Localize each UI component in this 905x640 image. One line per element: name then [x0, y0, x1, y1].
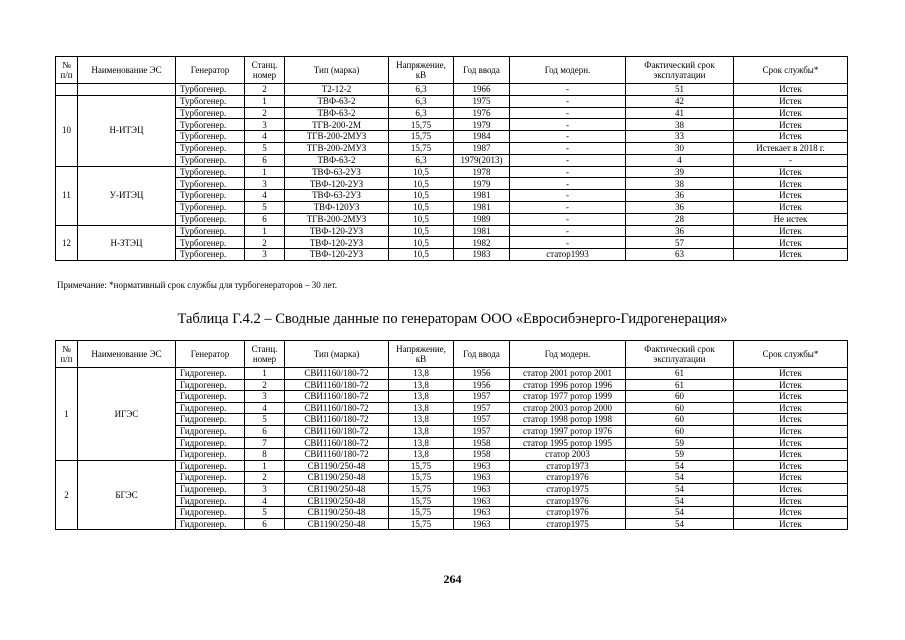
service-cell: Истек	[734, 84, 848, 96]
station-no-cell: 7	[245, 437, 285, 449]
station-no-cell: 5	[245, 142, 285, 154]
type-cell: СВ1190/250-48	[285, 460, 389, 472]
modern-cell: -	[510, 213, 626, 225]
year-cell: 1957	[454, 391, 510, 403]
modern-cell: -	[510, 201, 626, 213]
generator-cell: Турбогенер.	[176, 166, 245, 178]
header-modern: Год модерн.	[510, 341, 626, 368]
modern-cell: статор 1977 ротор 1999	[510, 391, 626, 403]
station-no-cell: 6	[245, 425, 285, 437]
service-cell: Истек	[734, 237, 848, 249]
station-no-cell: 5	[245, 507, 285, 519]
actual-cell: 54	[626, 495, 734, 507]
actual-cell: 41	[626, 107, 734, 119]
modern-cell: статор 1996 ротор 1996	[510, 379, 626, 391]
actual-cell: 54	[626, 507, 734, 519]
actual-cell: 54	[626, 472, 734, 484]
actual-cell: 57	[626, 237, 734, 249]
year-cell: 1963	[454, 518, 510, 530]
station-no-cell: 4	[245, 131, 285, 143]
group-num-cell	[56, 84, 78, 96]
actual-cell: 61	[626, 368, 734, 380]
generator-cell: Турбогенер.	[176, 95, 245, 107]
year-cell: 1978	[454, 166, 510, 178]
modern-cell: статор 2003 ротор 2000	[510, 402, 626, 414]
voltage-cell: 13,8	[389, 414, 454, 426]
type-cell: ТВФ-120-2УЗ	[285, 237, 389, 249]
station-no-cell: 6	[245, 518, 285, 530]
year-cell: 1987	[454, 142, 510, 154]
actual-cell: 38	[626, 119, 734, 131]
hydrogenerator-table-body	[56, 368, 848, 530]
modern-cell: статор1976	[510, 507, 626, 519]
generator-cell: Турбогенер.	[176, 142, 245, 154]
station-no-cell: 1	[245, 225, 285, 237]
service-cell: Истек	[734, 402, 848, 414]
generator-cell: Турбогенер.	[176, 249, 245, 261]
table-header-row	[56, 341, 848, 368]
type-cell: ТГВ-200-2МУЗ	[285, 131, 389, 143]
generator-cell: Гидрогенер.	[176, 449, 245, 461]
station-no-cell: 2	[245, 107, 285, 119]
actual-cell: 38	[626, 178, 734, 190]
generator-cell: Гидрогенер.	[176, 368, 245, 380]
turbogenerator-table-body	[56, 84, 848, 261]
generator-cell: Гидрогенер.	[176, 402, 245, 414]
modern-cell: -	[510, 95, 626, 107]
modern-cell: -	[510, 131, 626, 143]
voltage-cell: 15,75	[389, 507, 454, 519]
year-cell: 1966	[454, 84, 510, 96]
year-cell: 1983	[454, 249, 510, 261]
table-header-row	[56, 57, 848, 84]
type-cell: ТВФ-120УЗ	[285, 201, 389, 213]
service-cell: Истек	[734, 483, 848, 495]
type-cell: СВИ1160/180-72	[285, 379, 389, 391]
type-cell: ТГВ-200-2М	[285, 119, 389, 131]
group-num-cell: 12	[56, 225, 78, 260]
year-cell: 1957	[454, 414, 510, 426]
year-cell: 1958	[454, 449, 510, 461]
service-cell: Истек	[734, 414, 848, 426]
modern-cell: статор1973	[510, 460, 626, 472]
generator-cell: Турбогенер.	[176, 84, 245, 96]
year-cell: 1989	[454, 213, 510, 225]
modern-cell: статор1993	[510, 249, 626, 261]
station-no-cell: 2	[245, 84, 285, 96]
service-cell: Истек	[734, 460, 848, 472]
actual-cell: 54	[626, 483, 734, 495]
voltage-cell: 13,8	[389, 391, 454, 403]
header-voltage: Напряжение, кВ	[389, 341, 454, 368]
modern-cell: -	[510, 84, 626, 96]
year-cell: 1984	[454, 131, 510, 143]
voltage-cell: 15,75	[389, 142, 454, 154]
generator-cell: Гидрогенер.	[176, 507, 245, 519]
station-no-cell: 4	[245, 190, 285, 202]
service-cell: Истек	[734, 518, 848, 530]
year-cell: 1963	[454, 472, 510, 484]
service-cell: Истек	[734, 190, 848, 202]
type-cell: СВ1190/250-48	[285, 518, 389, 530]
header-actual: Фактический срок эксплуатации	[626, 341, 734, 368]
station-no-cell: 4	[245, 495, 285, 507]
voltage-cell: 13,8	[389, 449, 454, 461]
service-cell: Истек	[734, 449, 848, 461]
header-station-no: Станц. номер	[245, 341, 285, 368]
table-row	[56, 460, 848, 472]
service-cell: Не истек	[734, 213, 848, 225]
service-cell: Истек	[734, 178, 848, 190]
station-no-cell: 3	[245, 391, 285, 403]
generator-cell: Гидрогенер.	[176, 472, 245, 484]
table-caption: Таблица Г.4.2 – Сводные данные по генераторам ООО «Евросибэнерго-Гидрогенерация»	[177, 311, 728, 327]
modern-cell: -	[510, 190, 626, 202]
type-cell: ТВФ-120-2УЗ	[285, 249, 389, 261]
generator-cell: Турбогенер.	[176, 154, 245, 166]
actual-cell: 33	[626, 131, 734, 143]
voltage-cell: 6,3	[389, 107, 454, 119]
actual-cell: 54	[626, 460, 734, 472]
actual-cell: 60	[626, 425, 734, 437]
actual-cell: 61	[626, 379, 734, 391]
modern-cell: -	[510, 178, 626, 190]
service-cell: Истек	[734, 425, 848, 437]
station-no-cell: 5	[245, 414, 285, 426]
type-cell: ТВФ-120-2УЗ	[285, 178, 389, 190]
station-no-cell: 1	[245, 368, 285, 380]
year-cell: 1979	[454, 178, 510, 190]
service-cell: Истек	[734, 507, 848, 519]
year-cell: 1963	[454, 495, 510, 507]
service-cell: Истек	[734, 495, 848, 507]
generator-cell: Гидрогенер.	[176, 483, 245, 495]
header-generator: Генератор	[176, 57, 245, 84]
generator-cell: Гидрогенер.	[176, 379, 245, 391]
type-cell: СВИ1160/180-72	[285, 414, 389, 426]
station-no-cell: 3	[245, 483, 285, 495]
service-cell: Истек	[734, 131, 848, 143]
turbogenerator-table	[55, 56, 848, 261]
actual-cell: 60	[626, 414, 734, 426]
voltage-cell: 15,75	[389, 495, 454, 507]
station-name-cell	[78, 84, 176, 96]
voltage-cell: 6,3	[389, 84, 454, 96]
station-no-cell: 1	[245, 166, 285, 178]
voltage-cell: 15,75	[389, 472, 454, 484]
generator-cell: Турбогенер.	[176, 225, 245, 237]
header-station: Наименование ЭС	[78, 341, 176, 368]
modern-cell: статор1975	[510, 483, 626, 495]
table-row	[56, 368, 848, 380]
header-year: Год ввода	[454, 57, 510, 84]
type-cell: ТВФ-63-2	[285, 95, 389, 107]
year-cell: 1981	[454, 225, 510, 237]
modern-cell: -	[510, 142, 626, 154]
voltage-cell: 13,8	[389, 437, 454, 449]
type-cell: СВИ1160/180-72	[285, 437, 389, 449]
modern-cell: статор 2001 ротор 2001	[510, 368, 626, 380]
year-cell: 1963	[454, 507, 510, 519]
generator-cell: Гидрогенер.	[176, 460, 245, 472]
actual-cell: 36	[626, 225, 734, 237]
header-num: № п/п	[56, 57, 78, 84]
header-num: № п/п	[56, 341, 78, 368]
type-cell: Т2-12-2	[285, 84, 389, 96]
year-cell: 1979(2013)	[454, 154, 510, 166]
service-cell: Истек	[734, 379, 848, 391]
type-cell: ТВФ-63-2	[285, 107, 389, 119]
type-cell: ТГВ-200-2МУЗ	[285, 213, 389, 225]
generator-cell: Гидрогенер.	[176, 437, 245, 449]
station-name-cell: ИГЭС	[78, 368, 176, 461]
voltage-cell: 6,3	[389, 95, 454, 107]
header-service: Срок службы*	[734, 341, 848, 368]
modern-cell: -	[510, 119, 626, 131]
modern-cell: статор 1998 ротор 1998	[510, 414, 626, 426]
service-cell: Истек	[734, 368, 848, 380]
actual-cell: 54	[626, 518, 734, 530]
voltage-cell: 10,5	[389, 178, 454, 190]
table-note: Примечание: *нормативный срок службы для турбогенераторов – 30 лет.	[57, 280, 337, 290]
service-cell: Истек	[734, 437, 848, 449]
header-service: Срок службы*	[734, 57, 848, 84]
station-no-cell: 1	[245, 95, 285, 107]
type-cell: СВ1190/250-48	[285, 472, 389, 484]
generator-cell: Турбогенер.	[176, 190, 245, 202]
generator-cell: Гидрогенер.	[176, 414, 245, 426]
service-cell: Истекает в 2018 г.	[734, 142, 848, 154]
actual-cell: 39	[626, 166, 734, 178]
station-no-cell: 8	[245, 449, 285, 461]
actual-cell: 51	[626, 84, 734, 96]
station-no-cell: 1	[245, 460, 285, 472]
actual-cell: 60	[626, 391, 734, 403]
generator-cell: Турбогенер.	[176, 107, 245, 119]
service-cell: Истек	[734, 119, 848, 131]
modern-cell: -	[510, 225, 626, 237]
station-name-cell: У-ИТЭЦ	[78, 166, 176, 225]
station-name-cell: Н-ИТЭЦ	[78, 95, 176, 166]
hydrogenerator-table	[55, 340, 848, 530]
generator-cell: Турбогенер.	[176, 178, 245, 190]
table-row	[56, 225, 848, 237]
service-cell: Истек	[734, 391, 848, 403]
table-row	[56, 84, 848, 96]
service-cell: Истек	[734, 201, 848, 213]
year-cell: 1963	[454, 460, 510, 472]
type-cell: СВИ1160/180-72	[285, 449, 389, 461]
voltage-cell: 13,8	[389, 402, 454, 414]
header-modern: Год модерн.	[510, 57, 626, 84]
station-no-cell: 5	[245, 201, 285, 213]
station-no-cell: 3	[245, 178, 285, 190]
actual-cell: 59	[626, 437, 734, 449]
station-name-cell: БГЭС	[78, 460, 176, 530]
generator-cell: Гидрогенер.	[176, 391, 245, 403]
actual-cell: 36	[626, 201, 734, 213]
type-cell: ТВФ-63-2УЗ	[285, 166, 389, 178]
table-row	[56, 166, 848, 178]
group-num-cell: 1	[56, 368, 78, 461]
voltage-cell: 15,75	[389, 460, 454, 472]
header-generator: Генератор	[176, 341, 245, 368]
generator-cell: Турбогенер.	[176, 213, 245, 225]
year-cell: 1956	[454, 379, 510, 391]
voltage-cell: 6,3	[389, 154, 454, 166]
actual-cell: 59	[626, 449, 734, 461]
voltage-cell: 15,75	[389, 131, 454, 143]
header-station-no: Станц. номер	[245, 57, 285, 84]
service-cell: Истек	[734, 95, 848, 107]
year-cell: 1976	[454, 107, 510, 119]
type-cell: ТВФ-63-2УЗ	[285, 190, 389, 202]
group-num-cell: 2	[56, 460, 78, 530]
year-cell: 1957	[454, 402, 510, 414]
service-cell: -	[734, 154, 848, 166]
header-year: Год ввода	[454, 341, 510, 368]
voltage-cell: 10,5	[389, 237, 454, 249]
voltage-cell: 13,8	[389, 425, 454, 437]
generator-cell: Турбогенер.	[176, 119, 245, 131]
station-no-cell: 4	[245, 402, 285, 414]
actual-cell: 60	[626, 402, 734, 414]
year-cell: 1979	[454, 119, 510, 131]
voltage-cell: 10,5	[389, 249, 454, 261]
year-cell: 1981	[454, 201, 510, 213]
year-cell: 1958	[454, 437, 510, 449]
modern-cell: статор1976	[510, 472, 626, 484]
type-cell: СВИ1160/180-72	[285, 402, 389, 414]
header-station: Наименование ЭС	[78, 57, 176, 84]
actual-cell: 36	[626, 190, 734, 202]
voltage-cell: 13,8	[389, 379, 454, 391]
group-num-cell: 11	[56, 166, 78, 225]
actual-cell: 63	[626, 249, 734, 261]
generator-cell: Турбогенер.	[176, 131, 245, 143]
service-cell: Истек	[734, 472, 848, 484]
voltage-cell: 10,5	[389, 201, 454, 213]
type-cell: СВИ1160/180-72	[285, 368, 389, 380]
modern-cell: -	[510, 166, 626, 178]
actual-cell: 28	[626, 213, 734, 225]
station-no-cell: 2	[245, 472, 285, 484]
year-cell: 1957	[454, 425, 510, 437]
generator-cell: Гидрогенер.	[176, 518, 245, 530]
generator-cell: Гидрогенер.	[176, 495, 245, 507]
modern-cell: -	[510, 154, 626, 166]
generator-cell: Турбогенер.	[176, 201, 245, 213]
generator-cell: Турбогенер.	[176, 237, 245, 249]
modern-cell: -	[510, 107, 626, 119]
modern-cell: статор 1997 ротор 1976	[510, 425, 626, 437]
type-cell: ТГВ-200-2МУЗ	[285, 142, 389, 154]
type-cell: СВИ1160/180-72	[285, 425, 389, 437]
header-voltage: Напряжение, кВ	[389, 57, 454, 84]
type-cell: СВ1190/250-48	[285, 483, 389, 495]
service-cell: Истек	[734, 225, 848, 237]
modern-cell: статор 1995 ротор 1995	[510, 437, 626, 449]
voltage-cell: 15,75	[389, 483, 454, 495]
voltage-cell: 10,5	[389, 166, 454, 178]
type-cell: СВ1190/250-48	[285, 507, 389, 519]
modern-cell: -	[510, 237, 626, 249]
type-cell: ТВФ-120-2УЗ	[285, 225, 389, 237]
station-no-cell: 6	[245, 154, 285, 166]
station-no-cell: 2	[245, 237, 285, 249]
station-no-cell: 6	[245, 213, 285, 225]
table-row	[56, 95, 848, 107]
voltage-cell: 10,5	[389, 225, 454, 237]
year-cell: 1975	[454, 95, 510, 107]
header-actual: Фактический срок эксплуатации	[626, 57, 734, 84]
voltage-cell: 15,75	[389, 119, 454, 131]
station-no-cell: 3	[245, 119, 285, 131]
voltage-cell: 15,75	[389, 518, 454, 530]
voltage-cell: 13,8	[389, 368, 454, 380]
year-cell: 1963	[454, 483, 510, 495]
page-number: 264	[443, 572, 462, 586]
actual-cell: 42	[626, 95, 734, 107]
station-name-cell: Н-ЗТЭЦ	[78, 225, 176, 260]
voltage-cell: 10,5	[389, 190, 454, 202]
year-cell: 1981	[454, 190, 510, 202]
actual-cell: 4	[626, 154, 734, 166]
header-type: Тип (марка)	[285, 341, 389, 368]
group-num-cell: 10	[56, 95, 78, 166]
generator-cell: Гидрогенер.	[176, 425, 245, 437]
actual-cell: 30	[626, 142, 734, 154]
type-cell: СВИ1160/180-72	[285, 391, 389, 403]
year-cell: 1956	[454, 368, 510, 380]
service-cell: Истек	[734, 166, 848, 178]
service-cell: Истек	[734, 249, 848, 261]
service-cell: Истек	[734, 107, 848, 119]
modern-cell: статор1975	[510, 518, 626, 530]
modern-cell: статор 2003	[510, 449, 626, 461]
type-cell: СВ1190/250-48	[285, 495, 389, 507]
year-cell: 1982	[454, 237, 510, 249]
station-no-cell: 2	[245, 379, 285, 391]
voltage-cell: 10,5	[389, 213, 454, 225]
station-no-cell: 3	[245, 249, 285, 261]
type-cell: ТВФ-63-2	[285, 154, 389, 166]
header-type: Тип (марка)	[285, 57, 389, 84]
modern-cell: статор1976	[510, 495, 626, 507]
